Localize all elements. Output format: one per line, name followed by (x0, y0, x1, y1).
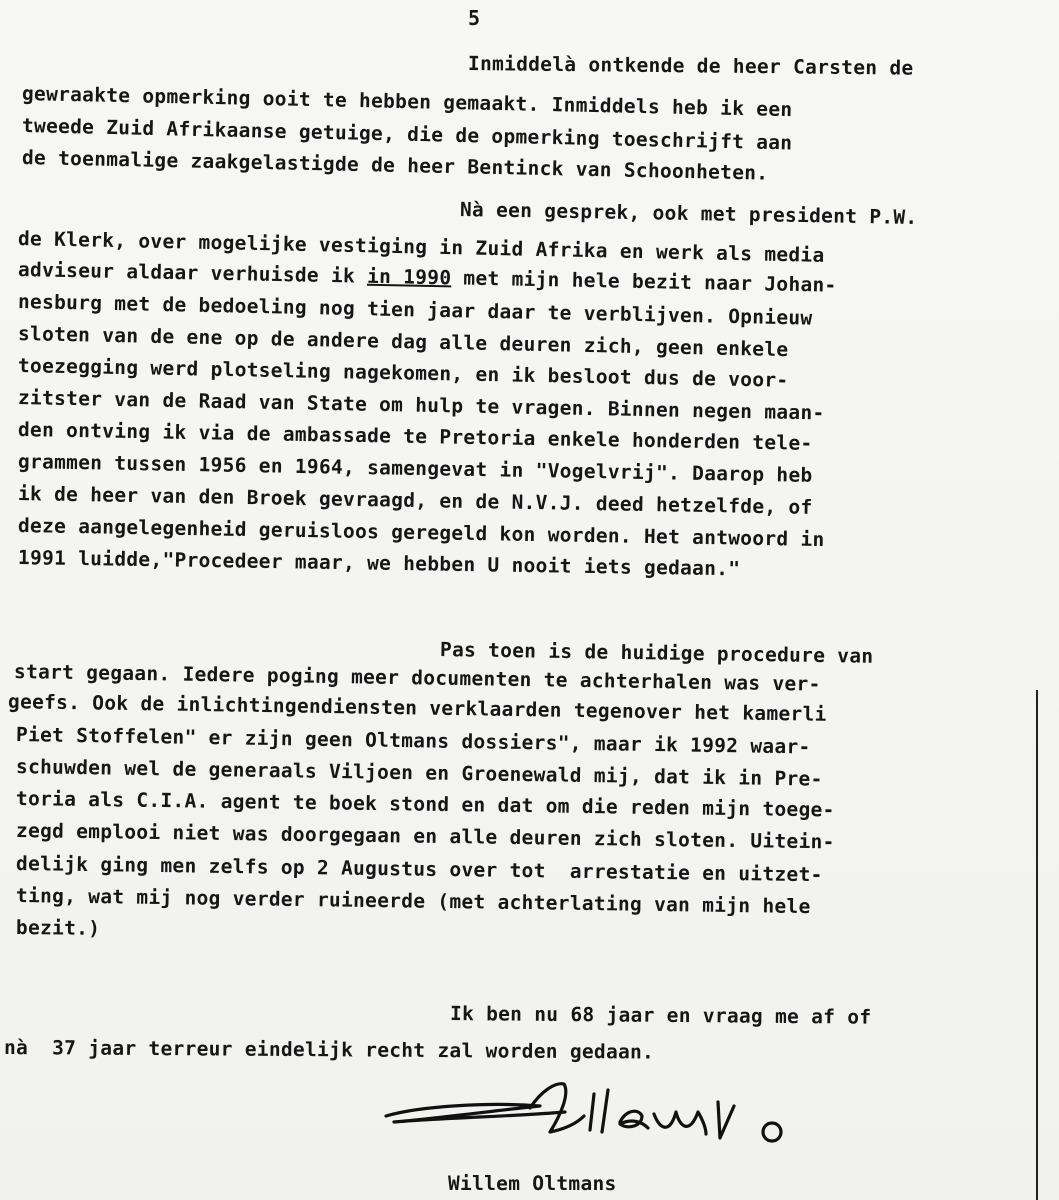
text-line: Pas toen is de huidige procedure van (439, 638, 874, 668)
margin-mark-line (1036, 690, 1038, 1200)
text-line: de toenmalige zaakgelastigde de heer Bentinck van Schoonheten. (21, 146, 769, 185)
text-line: ik de heer van den Broek gevraagd, en de N.V.J. deed hetzelfde, of (17, 482, 813, 519)
text-line: zitster van de Raad van State om hulp te vragen. Binnen negen maan- (17, 386, 825, 425)
text-line: geefs. Ook de inlichtingendiensten verklaarden tegenover het kamerli (7, 690, 827, 726)
text-line: bezit.) (15, 916, 101, 940)
text-line: toezegging werd plotseling nagekomen, en ik besloot dus de voor- (17, 354, 789, 392)
text-line: zegd emplooi niet was doorgegaan en alle deuren zich sloten. Uitein- (15, 819, 835, 854)
handwritten-signature (380, 1072, 810, 1152)
page-number: 5 (468, 6, 481, 30)
text-line: toria als C.I.A. agent te boek stond en dat om die reden mijn toege- (15, 787, 835, 822)
text-line: delijk ging men zelfs op 2 Augustus over tot arrestatie en uitzet- (15, 852, 823, 887)
text-segment: adviseur aldaar verhuisde ik (17, 258, 368, 288)
text-line: nesburg met de bedoeling nog tien jaar daar te verblijven. Opnieuw (17, 290, 813, 330)
text-line: nà 37 jaar terreur eindelijk recht zal worden gedaan. (3, 1036, 655, 1064)
text-line: tweede Zuid Afrikaanse getuige, die de opmerking toeschrijft aan (21, 114, 793, 155)
text-line: Ik ben nu 68 jaar en vraag me af of (449, 1002, 872, 1029)
text-line: 1991 luidde,"Procedeer maar, we hebben U nooit iets gedaan." (17, 546, 741, 581)
text-line: Piet Stoffelen" er zijn geen Oltmans dossiers", maar ik 1992 waar- (15, 723, 811, 759)
text-line: sloten van de ene op de andere dag alle deuren zich, geen enkele (17, 322, 789, 362)
text-line: Nà een gesprek, ook met president P.W. (459, 198, 918, 229)
text-line: grammen tussen 1956 en 1964, samengevat in "Vogelvrij". Daarop heb (17, 450, 813, 487)
text-line: Inmiddelà ontkende de heer Carsten de (467, 52, 914, 80)
text-line: den ontving ik via de ambassade te Pretoria enkele honderden tele- (17, 418, 813, 455)
text-line: gewraakte opmerking ooit te hebben gemaakt. Inmiddels heb ik een (21, 82, 793, 122)
text-line: deze aangelegenheid geruisloos geregeld kon worden. Het antwoord in (17, 514, 825, 552)
signer-name: Willem Oltmans (448, 1172, 617, 1195)
underlined-date: in 1990 (366, 264, 452, 290)
text-line: de Klerk, over mogelijke vestiging in Zuid Afrika en werk als media (17, 227, 825, 267)
text-segment: met mijn hele bezit naar Johan- (451, 266, 837, 297)
text-line: schuwden wel de generaals Viljoen en Groenewald mij, dat ik in Pre- (15, 755, 823, 791)
text-line: start gegaan. Iedere poging meer documenten te achterhalen was ver- (13, 660, 821, 696)
text-line: ting, wat mij nog verder ruineerde (met achterlating van mijn hele (15, 884, 811, 919)
